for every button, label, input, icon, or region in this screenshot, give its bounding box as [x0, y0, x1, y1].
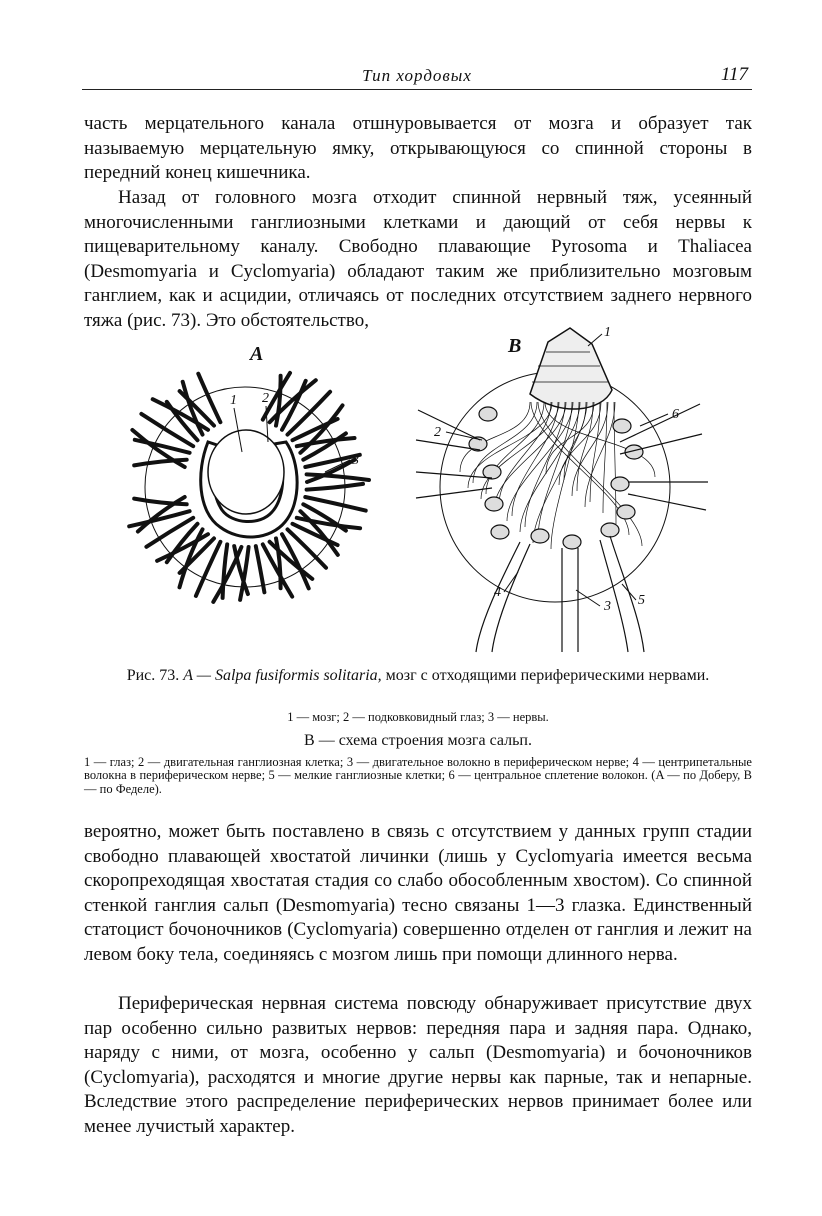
- ganglion-cell: [613, 419, 631, 433]
- caption-prefix: Рис. 73.: [126, 667, 180, 684]
- nerve-ray: [282, 534, 309, 588]
- nerve-ray: [223, 544, 228, 598]
- panel-b-label: B: [508, 335, 522, 357]
- eye-structure: [530, 328, 612, 409]
- figure-73: [100, 322, 740, 662]
- nerve-ray: [196, 542, 221, 596]
- b-label-6: 6: [672, 407, 679, 422]
- fiber: [512, 402, 558, 516]
- peripheral-nerve: [416, 472, 492, 498]
- ganglion-cell: [617, 505, 635, 519]
- ganglion-cell: [531, 529, 549, 543]
- panel-a-label: A: [250, 343, 264, 365]
- b-label-4: 4: [494, 585, 501, 600]
- paragraph-3: вероятно, может быть поставлено в связь с отсутствием у данных групп стадии свободно плавающей хвостатой личинки (лишь у Cyclomyaria имеется весьма скоропреходящая хвостатая стадия со слабо обособленным хвостом). Со спинной стенкой ганглия сальп (Desmomyaria) тесно связаны 1—3 глазка. Единственный статоцист бочоночников (Cyclomyaria) совершенно отделен от ганглия и лежит на левом боку тела, соединяясь с мозгом лишь при помощи длинного нерва.: [84, 821, 752, 965]
- nerve-ray: [276, 538, 281, 588]
- caption-line1-label: A — Salpa fusiformis solitaria,: [183, 667, 382, 684]
- ganglion-cell: [563, 535, 581, 549]
- fiber: [520, 402, 580, 532]
- caption-line2: B — схема строения мозга сальп.: [304, 732, 532, 749]
- ganglion-cell: [485, 497, 503, 511]
- paragraph-2: Назад от головного мозга отходит спинной нервный тяж, усеянный многочисленными ганглиозными клетками и дающий от себя нервы к пищеварительному каналу. Свободно плавающие Pyrosoma и Thaliacea (Desmomyaria и Cyclomyaria) обладают таким же приблизительно мозговым ганглием, как и асцидии, отличаясь от последних отсутствием заднего нервного тяжа (рис. 73). Это обстоятельство,: [84, 187, 752, 331]
- header-rule: [82, 89, 752, 90]
- ganglion-cell: [483, 465, 501, 479]
- page-number: 117: [720, 64, 748, 85]
- running-title: Тип хордовых: [362, 66, 472, 85]
- ganglion-cell: [491, 525, 509, 539]
- paragraph-1: часть мерцательного канала отшнуровывается от мозга и образует так называемую мерцательную ямку, открывающуюся со спинной стороны в передний конец кишечника.: [84, 113, 752, 184]
- a-label-3: 3: [352, 453, 359, 468]
- peripheral-nerves: [416, 404, 708, 652]
- figure-caption-title: [84, 666, 752, 686]
- brain: [208, 430, 284, 514]
- b-label-2: 2: [434, 425, 441, 440]
- panel-a-drawing: [129, 343, 369, 602]
- caption-legend-b: 1 — глаз; 2 — двигательная ганглиозная клетка; 3 — двигательное волокно в периферическом нерве; 4 — центрипетальные волокна в периферическом нерве; 5 — мелкие ганглиозные клетки; 6 — центральное сплетение волокон. (A — по Доберу, B — по Феделе).: [84, 755, 752, 796]
- a-label-1: 1: [230, 393, 237, 408]
- running-header: [82, 62, 752, 90]
- nerve-ray: [307, 484, 363, 490]
- b-label-5: 5: [638, 593, 645, 608]
- b-label-1: 1: [604, 325, 611, 340]
- panel-b-drawing: [416, 325, 708, 652]
- paragraph-4: Периферическая нервная система повсюду обнаруживает присутствие двух пар особенно сильно развитых нервов: передняя пара и задняя пара. Однако, наряду с ними, от мозга, особенно у сальп (Desmomyaria) и бочоночников (Cyclomyaria), расходятся и многие другие нервы как парные, так и непарные. Вследствие этого распределение периферических нервов принимает более или менее лучистый характер.: [84, 993, 752, 1137]
- fiber: [494, 402, 566, 510]
- figure-73-drawing: [100, 322, 740, 662]
- a-label-2: 2: [262, 391, 269, 406]
- nerve-ray: [276, 376, 281, 426]
- ganglion-cell: [611, 477, 629, 491]
- fiber: [546, 402, 594, 474]
- ganglion-cell: [601, 523, 619, 537]
- caption-line1-text: мозг с отходящими периферическими нервами.: [385, 667, 710, 684]
- fiber: [603, 402, 607, 513]
- fiber: [585, 402, 615, 507]
- caption-legend-a: 1 — мозг; 2 — подковковидный глаз; 3 — нервы.: [287, 710, 549, 724]
- ganglion-cell: [479, 407, 497, 421]
- b-label-3: 3: [604, 599, 611, 614]
